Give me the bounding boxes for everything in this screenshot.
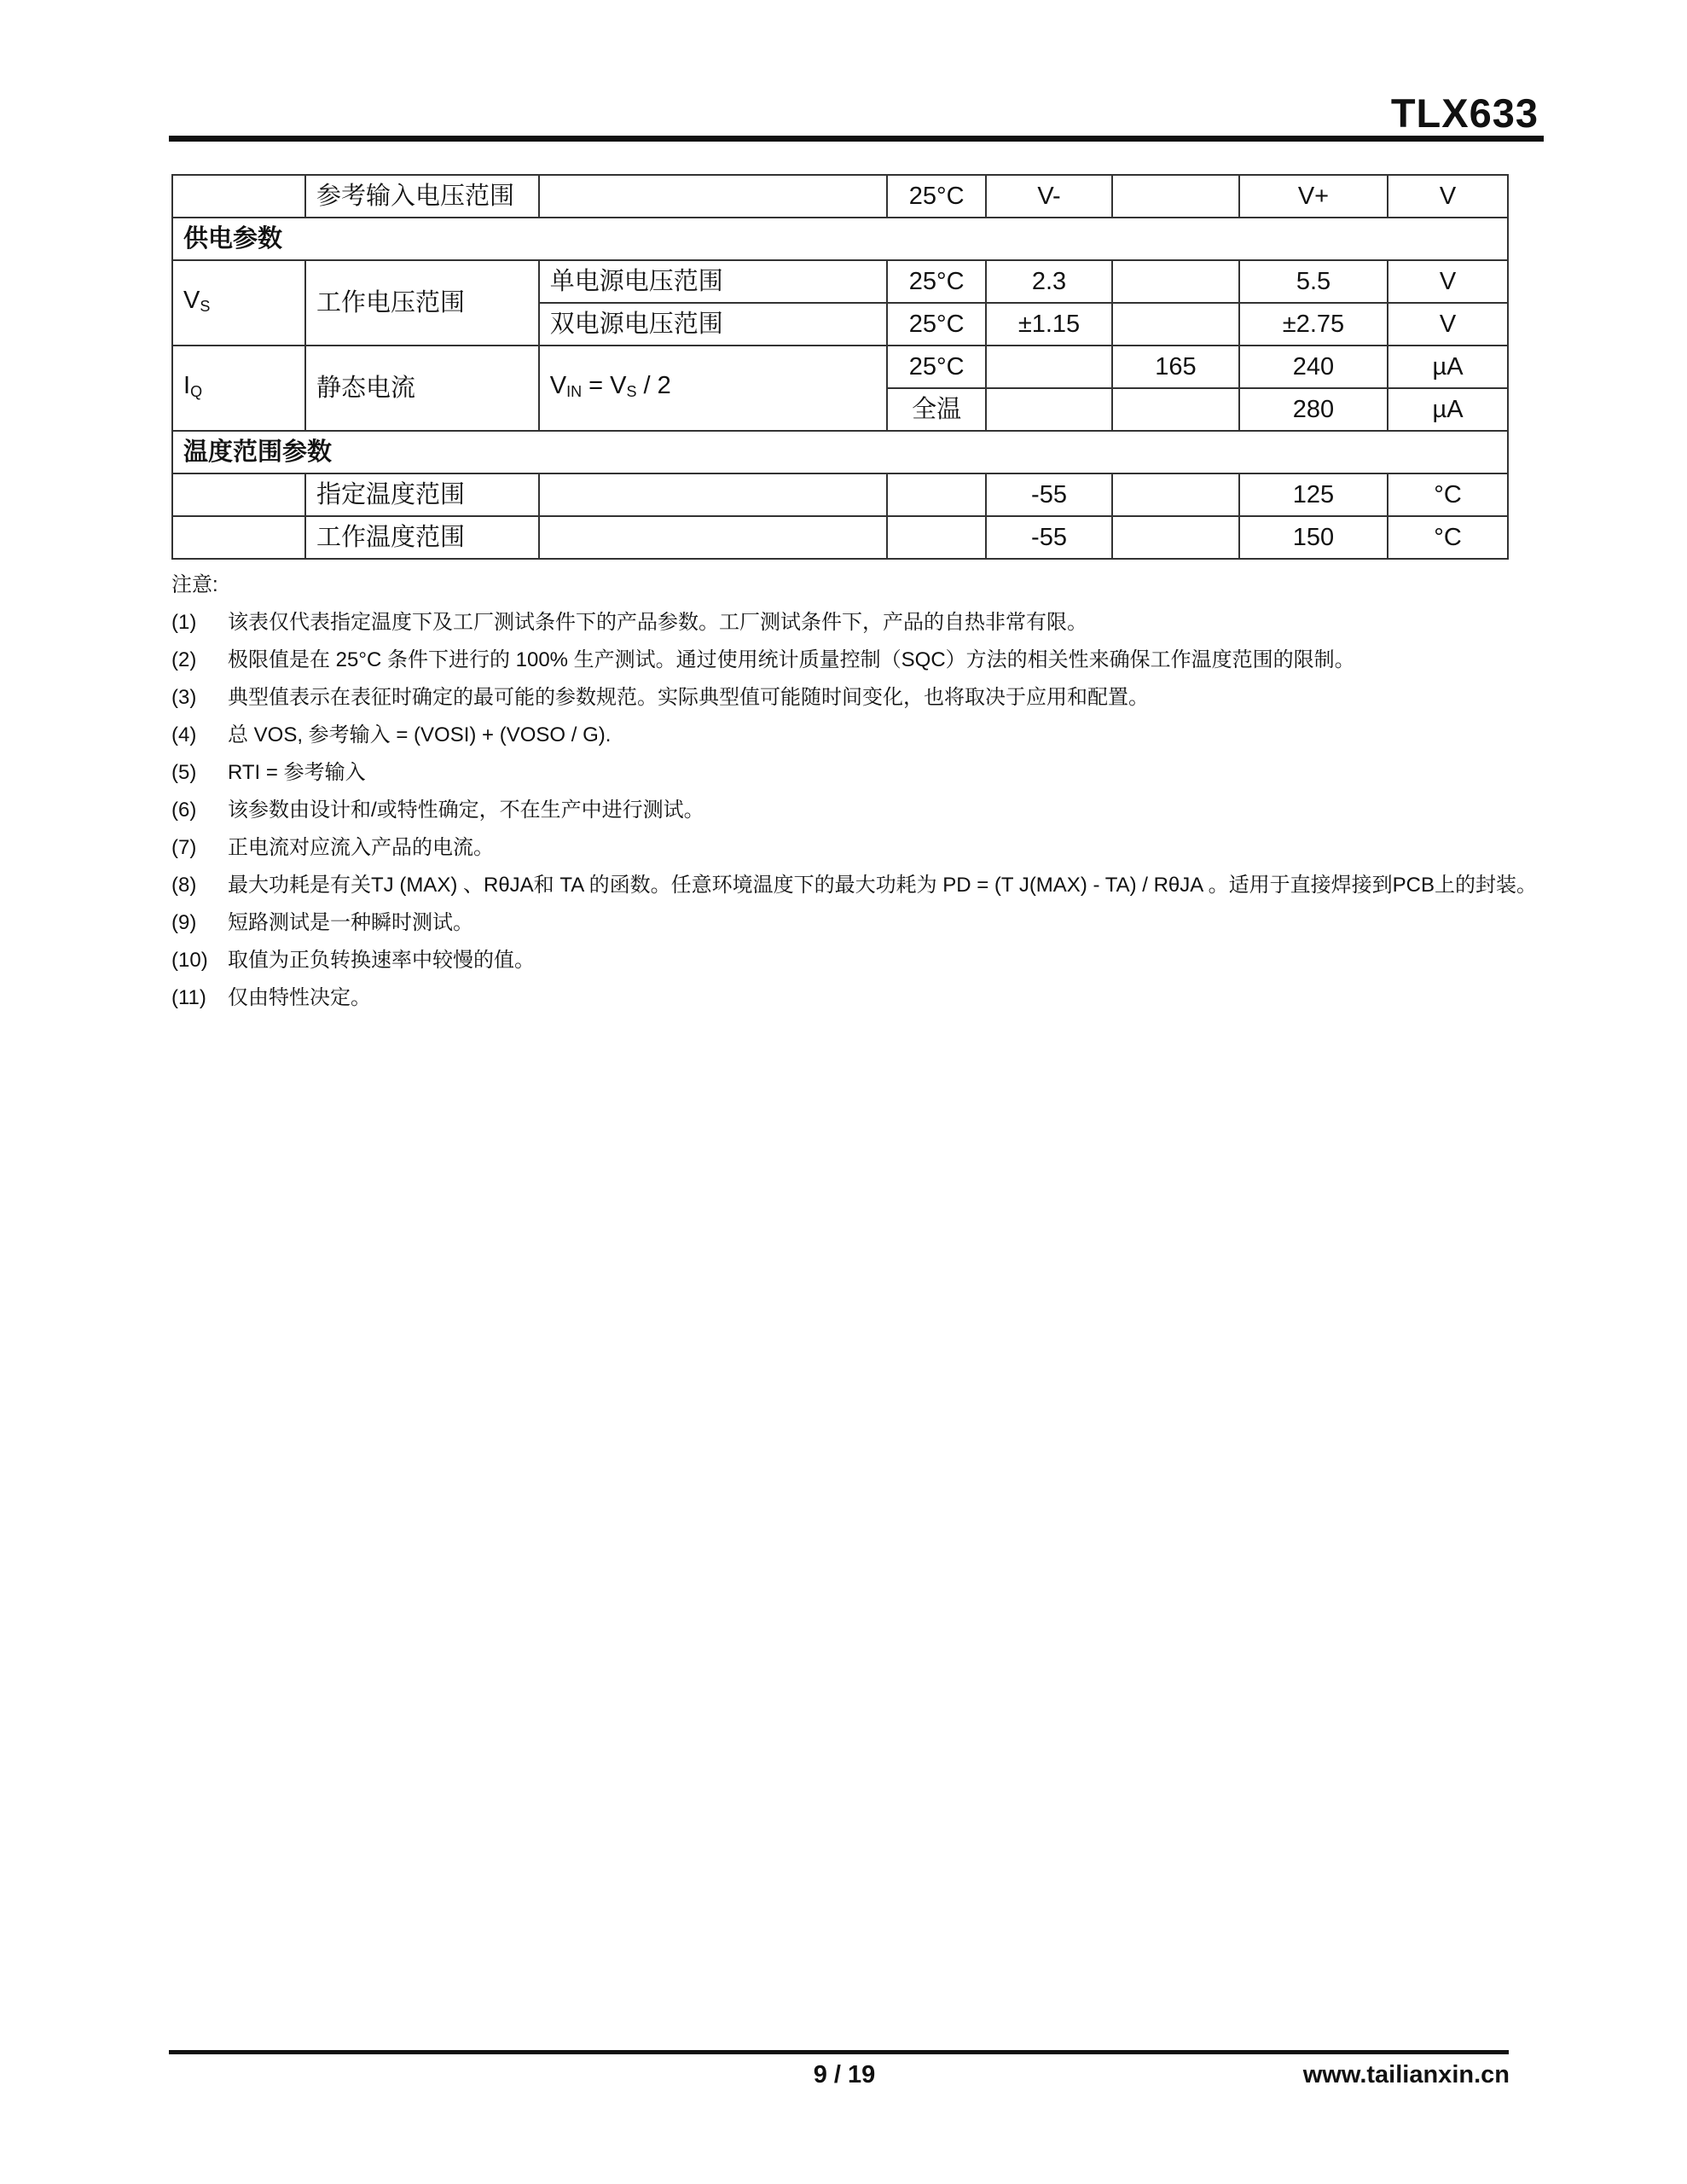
condition-cell: 双电源电压范围 [539, 303, 888, 346]
note-item [171, 642, 1537, 679]
website-link[interactable]: www.tailianxin.cn [1302, 2061, 1510, 2088]
unit-cell: µA [1388, 346, 1508, 388]
typ-cell: 165 [1112, 346, 1239, 388]
temp-cell: 25°C [887, 303, 986, 346]
note-text: 该参数由设计和/或特性确定，不在生产中进行测试。 [228, 799, 704, 822]
condition-cell [539, 516, 888, 559]
min-cell [986, 346, 1112, 388]
note-item [171, 829, 1537, 867]
temp-cell [887, 473, 986, 516]
typ-cell [1112, 516, 1239, 559]
min-cell: V- [986, 175, 1112, 218]
note-item [171, 717, 1537, 754]
notes-section [171, 566, 1537, 1017]
note-item [171, 792, 1537, 829]
symbol-cell [172, 175, 305, 218]
max-cell: ±2.75 [1239, 303, 1388, 346]
typ-cell [1112, 303, 1239, 346]
spec-table [171, 174, 1509, 560]
note-item [171, 904, 1537, 942]
symbol-sub: S [200, 297, 211, 315]
param-cell: 静态电流 [305, 346, 539, 431]
note-number: (3) [171, 686, 197, 709]
symbol-cell [172, 516, 305, 559]
temp-cell [887, 516, 986, 559]
note-number: (10) [171, 949, 208, 972]
table-row [172, 346, 1508, 388]
note-number: (8) [171, 874, 197, 897]
note-text: 短路测试是一种瞬时测试。 [228, 911, 473, 934]
note-number: (9) [171, 911, 197, 934]
table-row [172, 473, 1508, 516]
section-row-supply [172, 218, 1508, 260]
note-text: 仅由特性决定。 [228, 986, 371, 1009]
unit-cell: V [1388, 175, 1508, 218]
note-item [171, 979, 1537, 1017]
symbol-sub: Q [190, 382, 203, 400]
notes-title: 注意: [171, 573, 218, 596]
cond-eq: = V [582, 371, 627, 399]
cond-in-sub: IN [566, 382, 583, 400]
min-cell: ±1.15 [986, 303, 1112, 346]
note-text: RTI = 参考输入 [228, 761, 366, 784]
min-cell: 2.3 [986, 260, 1112, 303]
temp-cell: 全温 [887, 388, 986, 431]
note-text: 极限值是在 25°C 条件下进行的 100% 生产测试。通过使用统计质量控制（SQC）方法的相关性来确保工作温度范围的限制。 [228, 648, 1355, 671]
max-cell: V+ [1239, 175, 1388, 218]
param-cell: 指定温度范围 [305, 473, 539, 516]
table-row [172, 516, 1508, 559]
note-number: (4) [171, 723, 197, 746]
typ-cell [1112, 260, 1239, 303]
note-number: (1) [171, 611, 197, 634]
symbol-main: I [183, 371, 191, 399]
max-cell: 125 [1239, 473, 1388, 516]
temp-cell: 25°C [887, 175, 986, 218]
typ-cell [1112, 388, 1239, 431]
param-cell: 工作温度范围 [305, 516, 539, 559]
max-cell: 150 [1239, 516, 1388, 559]
section-title: 供电参数 [172, 218, 1508, 260]
note-number: (5) [171, 761, 197, 784]
page-number: 9 / 19 [813, 2061, 876, 2088]
max-cell: 280 [1239, 388, 1388, 431]
typ-cell [1112, 473, 1239, 516]
max-cell: 5.5 [1239, 260, 1388, 303]
min-cell: -55 [986, 473, 1112, 516]
condition-cell [539, 473, 888, 516]
note-number: (11) [171, 986, 206, 1009]
min-cell: -55 [986, 516, 1112, 559]
note-text: 典型值表示在表征时确定的最可能的参数规范。实际典型值可能随时间变化，也将取决于应用和配置。 [228, 686, 1149, 709]
unit-cell: V [1388, 260, 1508, 303]
max-cell: 240 [1239, 346, 1388, 388]
symbol-cell [172, 346, 305, 431]
note-item [171, 754, 1537, 792]
part-number: TLX633 [1390, 90, 1539, 136]
cond-tail: / 2 [636, 371, 671, 399]
symbol-cell [172, 260, 305, 346]
condition-cell: 单电源电压范围 [539, 260, 888, 303]
typ-cell [1112, 175, 1239, 218]
symbol-cell [172, 473, 305, 516]
note-item [171, 942, 1537, 979]
note-item [171, 604, 1537, 642]
note-text: 该表仅代表指定温度下及工厂测试条件下的产品参数。工厂测试条件下，产品的自热非常有限。 [228, 611, 1087, 634]
param-cell: 参考输入电压范围 [305, 175, 539, 218]
min-cell [986, 388, 1112, 431]
note-text: 取值为正负转换速率中较慢的值。 [228, 949, 535, 972]
symbol-main: V [183, 286, 200, 314]
cond-v: V [549, 371, 567, 399]
note-item [171, 867, 1537, 904]
condition-cell [539, 175, 888, 218]
unit-cell: µA [1388, 388, 1508, 431]
temp-cell: 25°C [887, 346, 986, 388]
unit-cell: °C [1388, 516, 1508, 559]
note-item [171, 679, 1537, 717]
section-row-temp [172, 431, 1508, 473]
section-title: 温度范围参数 [172, 431, 1508, 473]
unit-cell: °C [1388, 473, 1508, 516]
note-number: (6) [171, 799, 197, 822]
table-row [172, 175, 1508, 218]
note-number: (2) [171, 648, 197, 671]
note-text: 最大功耗是有关TJ (MAX) 、RθJA和 TA 的函数。任意环境温度下的最大功耗为 PD = (T J(MAX) - TA) / RθJA 。适用于直接焊接到PCB上的封装。 [228, 874, 1537, 897]
note-text: 总 VOS, 参考输入 = (VOSI) + (VOSO / G). [228, 723, 612, 746]
unit-cell: V [1388, 303, 1508, 346]
note-text: 正电流对应流入产品的电流。 [228, 836, 494, 859]
cond-s-sub: S [626, 382, 637, 400]
param-cell: 工作电压范围 [305, 260, 539, 346]
table-row [172, 260, 1508, 303]
temp-cell: 25°C [887, 260, 986, 303]
header-rule [169, 136, 1544, 142]
condition-cell [539, 346, 888, 431]
note-number: (7) [171, 836, 197, 859]
